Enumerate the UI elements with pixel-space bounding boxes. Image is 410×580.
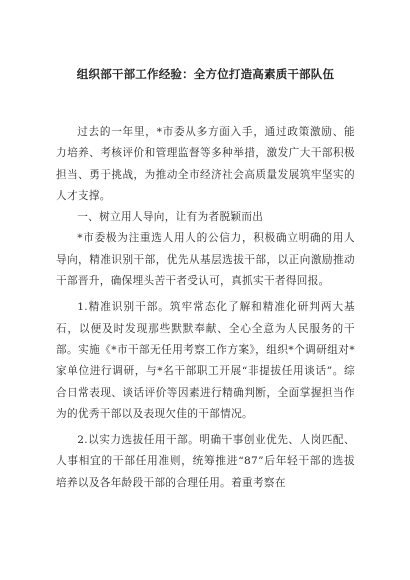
document-title: 组织部干部工作经验：全方位打造高素质干部队伍 (76, 67, 335, 81)
section-paragraph: *市委极为注重选人用人的公信力，积极确立明确的用人导向，精准识别干部，优先从基层选拔干部，以正向激励推动干部晋升，确保埋头苦干者受认可，真抓实干者得回报。 (56, 232, 355, 288)
point-1-paragraph: 1.精准识别干部。筑牢常态化了解和精准化研判两大基石，以便及时发现那些默默奉献、全心全意为人民服务的干部。实施《*市干部无任用考察工作方案》，组织*个调研组对*家单位进行调研，与*名干部职工开展“非提拔任用谈话”。综合日常表现、谈话评价等因素进行精确判断，全面掌握担当作为的优秀干部以及表现欠佳的干部情况。 (56, 301, 355, 420)
section-heading: 一、树立用人导向，让有为者脱颖而出 (77, 211, 264, 224)
point-2-paragraph: 2.以实力选拔任用干部。明确干事创业优先、人岗匹配、人事相宜的干部任用准则，统筹推进“87”后年轻干部的选拔培养以及各年龄段干部的合理任用。着重考察在 (56, 434, 355, 489)
intro-paragraph: 过去的一年里，*市委从多方面入手，通过政策激励、能力培养、考核评价和管理监督等多种举措，激发广大干部积极担当、勇于挑战，为推动全市经济社会高质量发展筑牢坚实的人才支撑。 (56, 126, 355, 202)
